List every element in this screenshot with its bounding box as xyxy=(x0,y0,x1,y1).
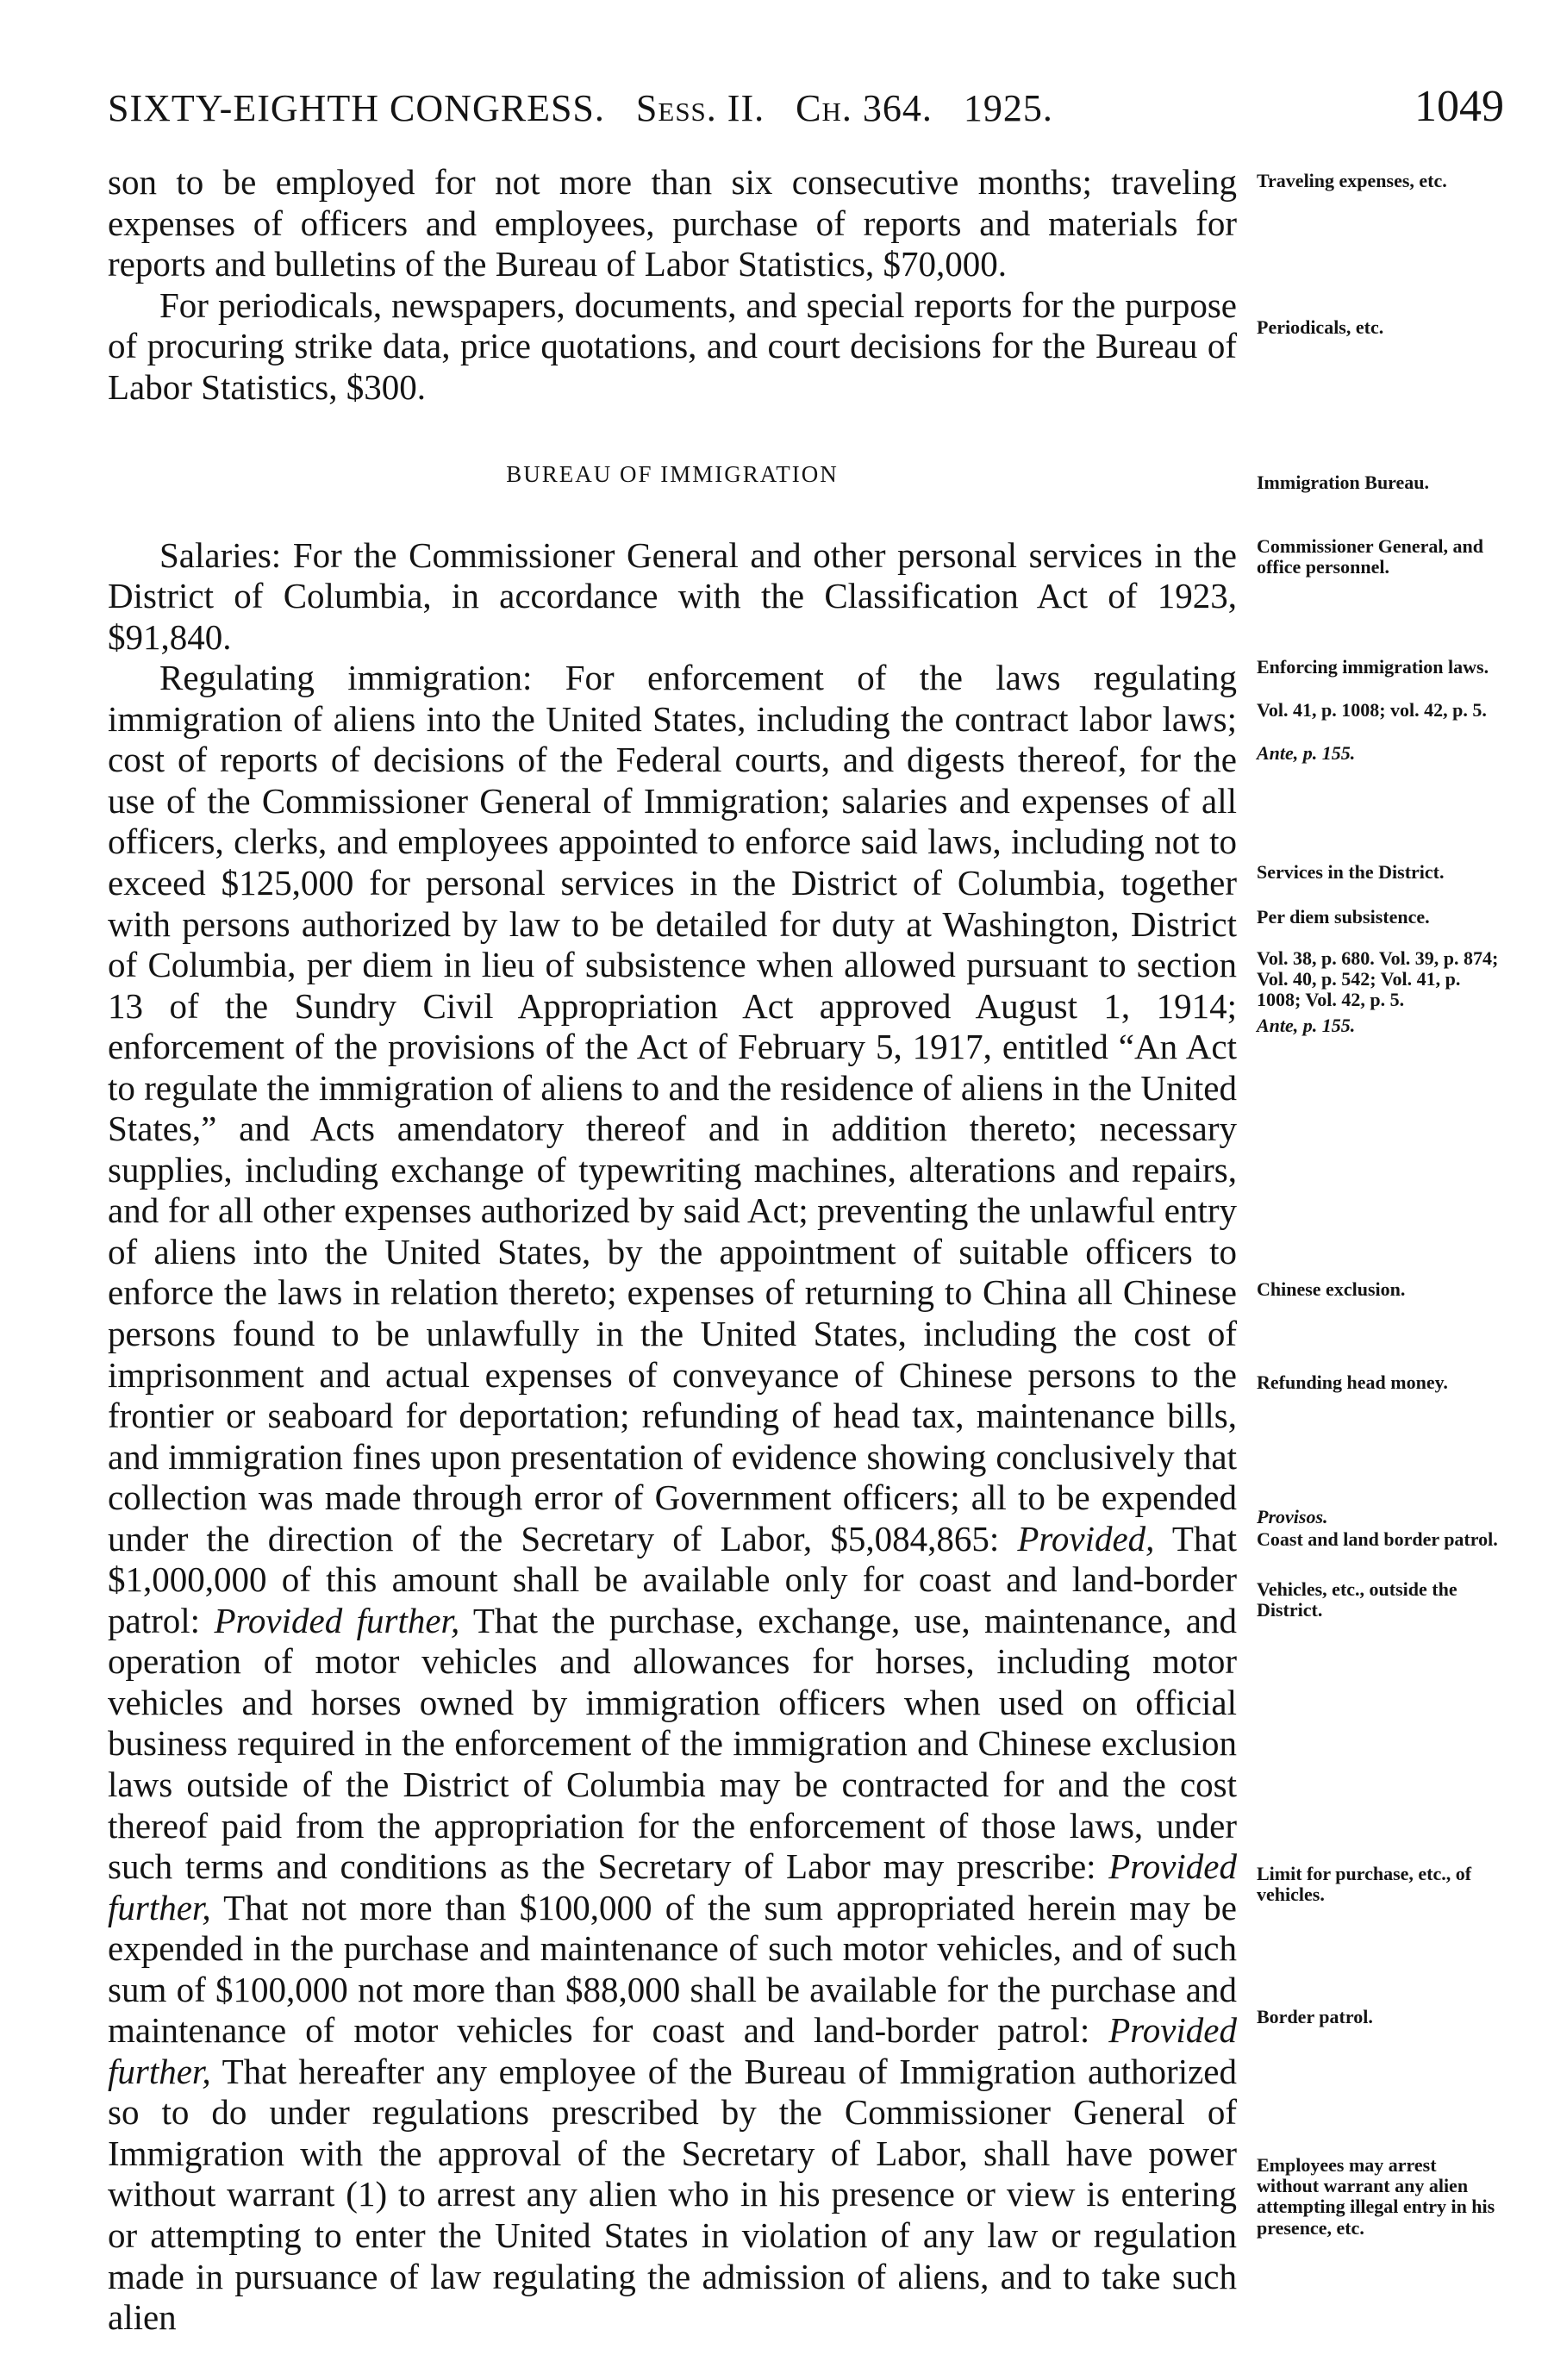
margin-note-chinese-exclusion: Chinese exclusion. xyxy=(1257,1278,1406,1300)
margin-note-enforcing-ref: Vol. 41, p. 1008; vol. 42, p. 5. xyxy=(1257,699,1487,721)
proviso-word: Provided, xyxy=(1017,1518,1155,1559)
margin-note-enforcing-ante xyxy=(1257,743,1502,764)
margin-note-coast-patrol: Coast and land border patrol. xyxy=(1257,1528,1498,1550)
text-run: That not more than $100,000 of the sum appropriated herein may be expended in the purchase and maintenance of such motor vehicles, and of such sum of $100,000 not more than $88,000 shall be available for the purchase and maintenance of motor vehicles for coast and land-border patrol: xyxy=(108,1887,1237,2051)
text-run: That the purchase, exchange, use, maintenance, and operation of motor vehicles and allowances for horses, including motor vehicles and horses owned by immigration officers when used on official business required in the enforcement of the immigration and Chinese exclusion laws outside of the District of Columbia may be contracted for and the cost thereof paid from the appropriation for the enforcement of those laws, under such terms and conditions as the Secretary of Labor may prescribe: xyxy=(108,1600,1237,1887)
paragraph-continuation: son to be employed for not more than six consecutive months; traveling expenses of officers and employees, purchase of reports and materials for reports and bulletins of the Bureau of Labor Statistics, $70,000. xyxy=(108,162,1237,284)
ante-citation: Ante, p. 155. xyxy=(1257,1015,1356,1036)
text-run: That hereafter any employee of the Bureau of Immigration authorized so to do under regulations prescribed by the Commissioner General of Immigration with the approval of the Secretary of Labor, shall have power without warrant (1) to arrest any alien who in his presence or view is entering or attempting to enter the United States in violation of any law or regulation made in pursuance of law regulating the admission of aliens, and to take such alien xyxy=(108,2051,1237,2338)
margin-note-per-diem-ref: Vol. 38, p. 680. Vol. 39, p. 874; Vol. 40, p. 542; Vol. 41, p. 1008; Vol. 42, p. 5. xyxy=(1257,947,1499,1011)
main-text-column xyxy=(108,162,1237,2339)
page-header xyxy=(108,82,1504,138)
margin-note-vehicles: Vehicles, etc., outside the District. xyxy=(1257,1578,1457,1621)
margin-note-per-diem-ante xyxy=(1257,1015,1502,1036)
proviso-word: Provided further, xyxy=(214,1600,460,1640)
text-run: Regulating immigration: For enforcement of the laws regulating immigration of aliens into the United States, including the contract labor laws; cost of reports of decisions of the Federal courts, and digests thereof, for the use of the Commissioner General of Immigration; salaries and expenses of all officers, clerks, and employees appointed to enforce said laws, including not to exceed $125,000 for personal services in the District of Columbia, together with persons authorized by law to be detailed for duty at Washington, District of Columbia, per diem in lieu of subsistence when allowed pursuant to section 13 of the Sundry Civil Appropriation Act approved August 1, 1914; enforcement of the provisions of the Act of February 5, 1917, entitled “An Act to regulate the immigration of aliens to and the residence of aliens in the United States,” and Acts amendatory thereof and in addition thereto; necessary supplies, including exchange of typewriting machines, alterations and repairs, and for all other expenses authorized by said Act; preventing the unlawful entry of aliens into the United States, by the appointment of suitable officers to enforce the laws in relation thereto; expenses of returning to China all Chinese persons found to be unlawfully in the United States, including the cost of imprisonment and actual expenses of conveyance of Chinese persons to the frontier or seaboard for deportation; refunding of head tax, maintenance bills, and immigration fines upon presentation of evidence showing conclusively that collection was made through error of Government officers; all to be expended under the direction of the Secretary of Labor, $5,084,865: xyxy=(108,658,1237,1559)
paragraph-periodicals: For periodicals, newspapers, documents, and special reports for the purpose of procuring strike data, price quotations, and court decisions for the Bureau of Labor Statistics, $300. xyxy=(108,284,1237,407)
paragraph-regulating-immigration xyxy=(108,658,1237,2338)
ante-citation: Ante, p. 155. xyxy=(1257,742,1356,764)
page-number: 1049 xyxy=(1414,82,1504,131)
text-run: That $1,000,000 of this amount shall be available only for coast and land-border patrol: xyxy=(108,1518,1237,1640)
running-title: SIXTY-EIGHTH CONGRESS. xyxy=(108,87,605,129)
year-label: 1925. xyxy=(963,87,1053,129)
margin-note-periodicals: Periodicals, etc. xyxy=(1257,316,1384,338)
margin-note-provisos xyxy=(1257,1507,1502,1527)
provisos-label: Provisos. xyxy=(1257,1506,1328,1527)
paragraph-salaries: Salaries: For the Commissioner General and other personal services in the District of Columbia, in accordance with the Classification Act of 1923, $91,840. xyxy=(108,534,1237,657)
session-label: Sess. II. xyxy=(635,87,765,129)
margin-note-employees: Employees may arrest without warrant any alien attempting illegal entry in his presence, etc. xyxy=(1257,2154,1495,2239)
margin-note-commissioner: Commissioner General, and office personnel. xyxy=(1257,535,1483,578)
chapter-label: Ch. 364. xyxy=(796,87,933,129)
proviso-word: Provided further, xyxy=(108,1846,1237,1927)
margin-note-enforcing: Enforcing immigration laws. xyxy=(1257,656,1489,678)
margin-note-immigration-bureau: Immigration Bureau. xyxy=(1257,472,1430,493)
margin-note-refunding: Refunding head money. xyxy=(1257,1371,1448,1393)
margin-note-limit: Limit for purchase, etc., of vehicles. xyxy=(1257,1863,1472,1906)
section-heading: BUREAU OF IMMIGRATION xyxy=(506,461,839,488)
proviso-word: Provided further, xyxy=(108,2010,1237,2091)
running-head xyxy=(108,86,1053,130)
margin-note-services-district: Services in the District. xyxy=(1257,861,1445,883)
margin-note-traveling: Traveling expenses, etc. xyxy=(1257,170,1447,191)
margin-note-border-patrol: Border patrol. xyxy=(1257,2006,1373,2027)
margin-note-per-diem: Per diem subsistence. xyxy=(1257,906,1430,928)
